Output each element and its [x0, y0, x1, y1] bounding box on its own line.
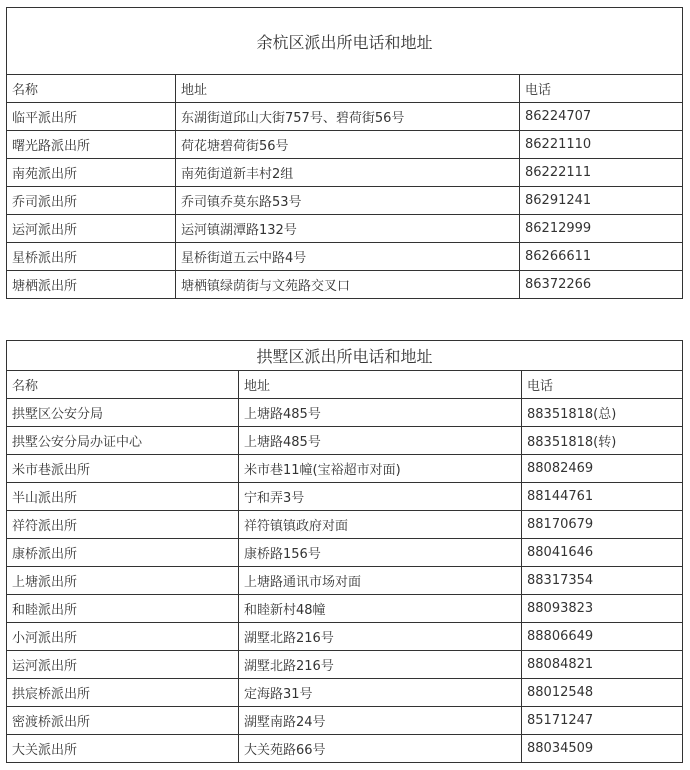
address-cell: 定海路31号 — [239, 679, 522, 707]
station-name-cell: 米市巷派出所 — [7, 455, 239, 483]
address-cell: 湖墅北路216号 — [239, 651, 522, 679]
station-name-cell: 星桥派出所 — [7, 243, 176, 271]
phone-cell: 88170679 — [522, 511, 683, 539]
phone-cell: 88093823 — [522, 595, 683, 623]
address-cell: 大关苑路66号 — [239, 735, 522, 763]
phone-cell: 88351818(总) — [522, 399, 683, 427]
address-cell: 运河镇湖潭路132号 — [176, 215, 520, 243]
address-cell: 米市巷11幢(宝裕超市对面) — [239, 455, 522, 483]
address-cell: 湖墅北路216号 — [239, 623, 522, 651]
table-row — [7, 243, 683, 271]
table-row — [7, 483, 683, 511]
phone-cell: 86372266 — [520, 271, 683, 299]
address-cell: 乔司镇乔莫东路53号 — [176, 187, 520, 215]
address-cell: 和睦新村48幢 — [239, 595, 522, 623]
phone-cell: 88082469 — [522, 455, 683, 483]
address-cell: 宁和弄3号 — [239, 483, 522, 511]
table-row — [7, 707, 683, 735]
station-name-cell: 祥符派出所 — [7, 511, 239, 539]
table-row — [7, 271, 683, 299]
table-row — [7, 623, 683, 651]
table-row — [7, 103, 683, 131]
address-cell: 上塘路485号 — [239, 427, 522, 455]
station-name-cell: 乔司派出所 — [7, 187, 176, 215]
column-header-phone: 电话 — [520, 75, 683, 103]
station-name-cell: 塘栖派出所 — [7, 271, 176, 299]
column-header-address: 地址 — [176, 75, 520, 103]
table-row — [7, 735, 683, 763]
station-name-cell: 和睦派出所 — [7, 595, 239, 623]
phone-cell: 85171247 — [522, 707, 683, 735]
table-row — [7, 455, 683, 483]
address-cell: 上塘路通讯市场对面 — [239, 567, 522, 595]
address-cell: 湖墅南路24号 — [239, 707, 522, 735]
station-name-cell: 运河派出所 — [7, 651, 239, 679]
phone-cell: 88041646 — [522, 539, 683, 567]
phone-cell: 86221110 — [520, 131, 683, 159]
station-name-cell: 拱宸桥派出所 — [7, 679, 239, 707]
station-name-cell: 拱墅公安分局办证中心 — [7, 427, 239, 455]
address-cell: 康桥路156号 — [239, 539, 522, 567]
table-title: 拱墅区派出所电话和地址 — [7, 341, 683, 371]
address-cell: 东湖街道邱山大街757号、碧荷街56号 — [176, 103, 520, 131]
station-name-cell: 大关派出所 — [7, 735, 239, 763]
phone-cell: 88351818(转) — [522, 427, 683, 455]
address-cell: 祥符镇镇政府对面 — [239, 511, 522, 539]
gongshu-police-table — [6, 340, 683, 763]
column-header-name: 名称 — [7, 75, 176, 103]
address-cell: 塘栖镇绿荫街与文苑路交叉口 — [176, 271, 520, 299]
station-name-cell: 半山派出所 — [7, 483, 239, 511]
phone-cell: 88034509 — [522, 735, 683, 763]
column-header-name: 名称 — [7, 371, 239, 399]
table-row — [7, 215, 683, 243]
address-cell: 上塘路485号 — [239, 399, 522, 427]
station-name-cell: 上塘派出所 — [7, 567, 239, 595]
phone-cell: 88144761 — [522, 483, 683, 511]
phone-cell: 86291241 — [520, 187, 683, 215]
table-row — [7, 651, 683, 679]
station-name-cell: 拱墅区公安分局 — [7, 399, 239, 427]
table-row — [7, 567, 683, 595]
table-row — [7, 427, 683, 455]
yuhang-police-table — [6, 7, 683, 299]
table-row — [7, 131, 683, 159]
phone-cell: 88084821 — [522, 651, 683, 679]
table-row — [7, 539, 683, 567]
station-name-cell: 运河派出所 — [7, 215, 176, 243]
table-row — [7, 595, 683, 623]
table-row — [7, 187, 683, 215]
table-row — [7, 679, 683, 707]
table-row — [7, 399, 683, 427]
phone-cell: 86222111 — [520, 159, 683, 187]
column-header-phone: 电话 — [522, 371, 683, 399]
table-row — [7, 511, 683, 539]
table-title: 余杭区派出所电话和地址 — [7, 8, 683, 75]
address-cell: 星桥街道五云中路4号 — [176, 243, 520, 271]
station-name-cell: 临平派出所 — [7, 103, 176, 131]
station-name-cell: 曙光路派出所 — [7, 131, 176, 159]
phone-cell: 88317354 — [522, 567, 683, 595]
column-header-address: 地址 — [239, 371, 522, 399]
phone-cell: 88012548 — [522, 679, 683, 707]
phone-cell: 86224707 — [520, 103, 683, 131]
address-cell: 南苑街道新丰村2组 — [176, 159, 520, 187]
station-name-cell: 南苑派出所 — [7, 159, 176, 187]
phone-cell: 86266611 — [520, 243, 683, 271]
station-name-cell: 密渡桥派出所 — [7, 707, 239, 735]
address-cell: 荷花塘碧荷街56号 — [176, 131, 520, 159]
phone-cell: 86212999 — [520, 215, 683, 243]
station-name-cell: 康桥派出所 — [7, 539, 239, 567]
station-name-cell: 小河派出所 — [7, 623, 239, 651]
table-row — [7, 159, 683, 187]
phone-cell: 88806649 — [522, 623, 683, 651]
